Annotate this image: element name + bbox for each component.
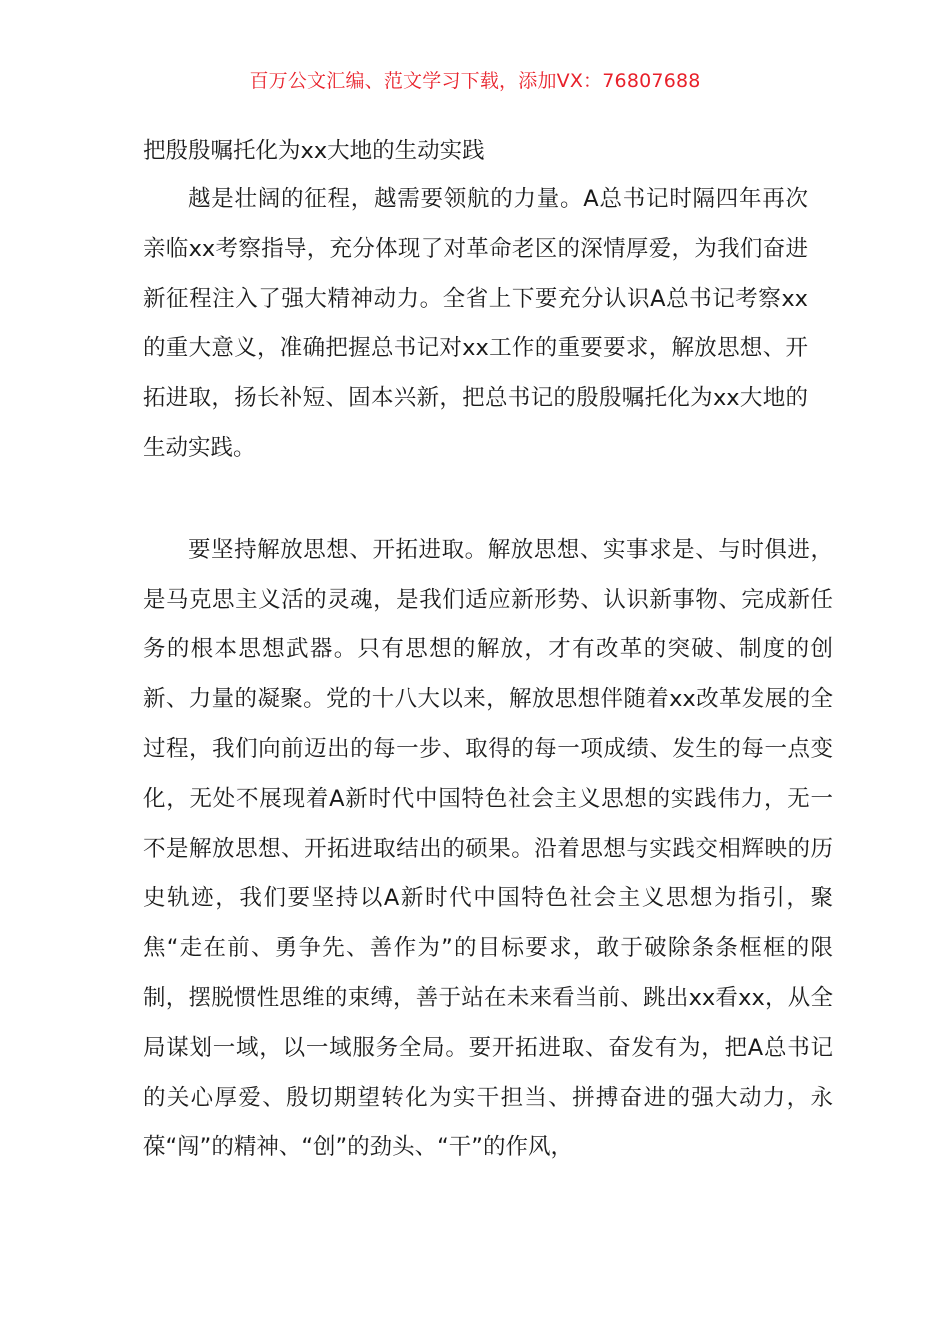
paragraph: 越是壮阔的征程，越需要领航的力量。A总书记时隔四年再次亲临xx考察指导，充分体现了对革命老区的深情厚爱，为我们奋进新征程注入了强大精神动力。全省上下要充分认识A总书记考察xx的重大意义，准确把握总书记对xx工作的重要要求，解放思想、开拓进取，扬长补短、固本兴新，把总书记的殷殷嘱托化为xx大地的生动实践。 (143, 186, 808, 461)
header-banner: 百万公文汇编、范文学习下载，添加VX：76807688 (249, 70, 701, 92)
document-body (143, 131, 833, 1173)
document-title: 把殷殷嘱托化为xx大地的生动实践 (143, 138, 485, 164)
paragraph: 要坚持解放思想、开拓进取。解放思想、实事求是、与时俱进，是马克思主义活的灵魂，是我们适应新形势、认识新事物、完成新任务的根本思想武器。只有思想的解放，才有改革的突破、制度的创新、力量的凝聚。党的十八大以来，解放思想伴随着xx改革发展的全过程，我们向前迈出的每一步、取得的每一项成绩、发生的每一点变化，无处不展现着A新时代中国特色社会主义思想的实践伟力，无一不是解放思想、开拓进取结出的硕果。沿着思想与实践交相辉映的历史轨迹，我们要坚持以A新时代中国特色社会主义思想为指引，聚焦“走在前、勇争先、善作为”的目标要求，敢于破除条条框框的限制，摆脱惯性思维的束缚，善于站在未来看当前、跳出xx看xx，从全局谋划一域，以一域服务全局。要开拓进取、奋发有为，把A总书记的关心厚爱、殷切期望转化为实干担当、拼搏奋进的强大动力，永葆“闯”的精神、“创”的劲头、“干”的作风， (143, 536, 833, 1161)
